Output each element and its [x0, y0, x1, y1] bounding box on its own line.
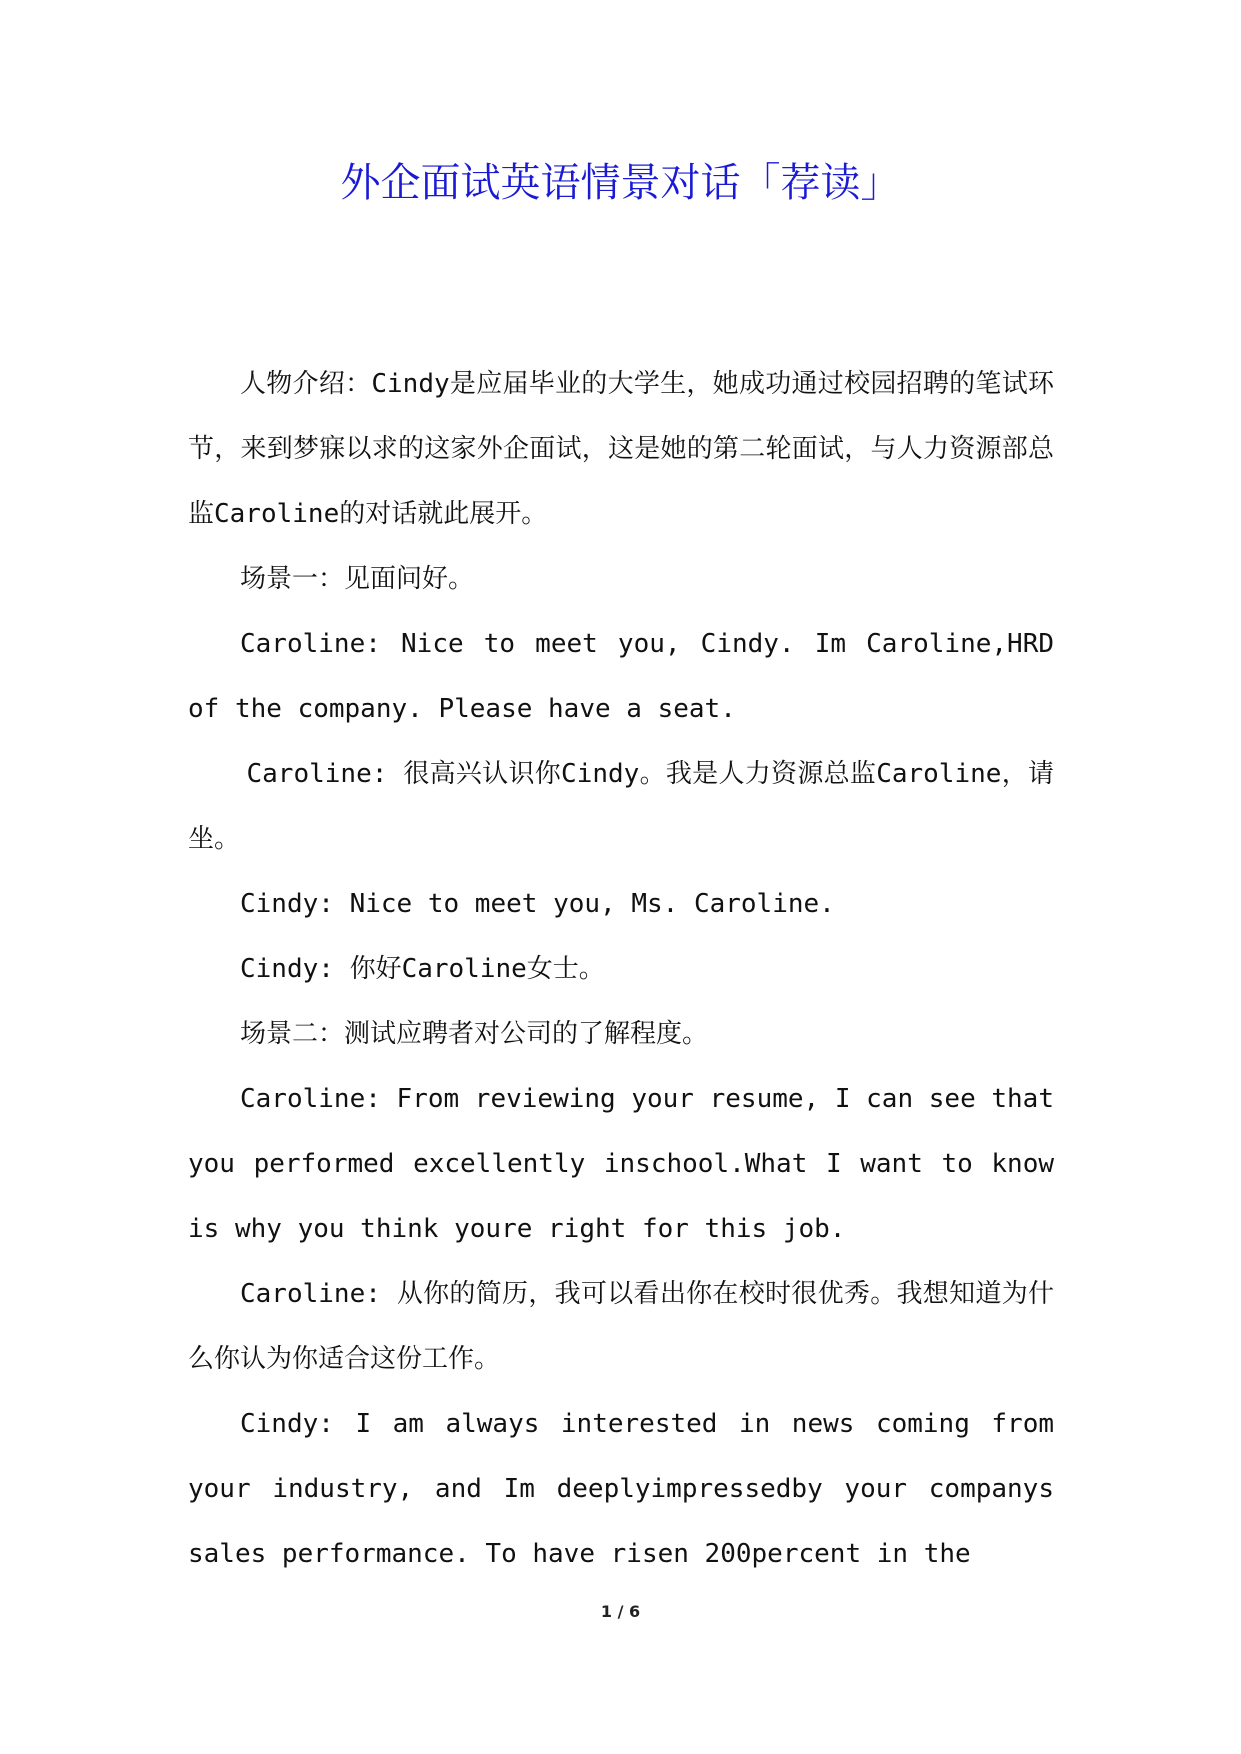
paragraph-caroline-question-en: Caroline: From reviewing your resume, I can see that you performed excellently inschool.What I want to know is why you think youre right for this job. [188, 1084, 1054, 1244]
paragraph-caroline-question-zh: Caroline: 从你的简历，我可以看出你在校时很优秀。我想知道为什么你认为你适合这份工作。 [188, 1279, 1054, 1374]
paragraph-cindy-greeting-en: Cindy: Nice to meet you, Ms. Caroline. [240, 889, 835, 919]
paragraph-scene-one: 场景一：见面问好。 [240, 564, 475, 594]
document-title: 外企面试英语情景对话「荐读」 [340, 160, 901, 206]
paragraph-intro: 人物介绍：Cindy是应届毕业的大学生，她成功通过校园招聘的笔试环节，来到梦寐以求的这家外企面试，这是她的第二轮面试，与人力资源部总监Caroline的对话就此展开。 [188, 369, 1054, 529]
paragraph-scene-two: 场景二：测试应聘者对公司的了解程度。 [240, 1019, 709, 1049]
paragraph-cindy-answer-en: Cindy: I am always interested in news coming from your industry, and Im deeplyimpressedby your companys sales performance. To have risen 200percent in the [188, 1409, 1054, 1569]
document-body [188, 352, 1054, 1587]
paragraph-caroline-greeting-zh: Caroline: 很高兴认识你Cindy。我是人力资源总监Caroline，请坐。 [188, 759, 1054, 854]
paragraph-cindy-greeting-zh: Cindy: 你好Caroline女士。 [240, 954, 605, 984]
paragraph-caroline-greeting-en: Caroline: Nice to meet you, Cindy. Im Caroline,HRD of the company. Please have a seat. [188, 629, 1054, 724]
page-number: 1 / 6 [600, 1602, 641, 1621]
